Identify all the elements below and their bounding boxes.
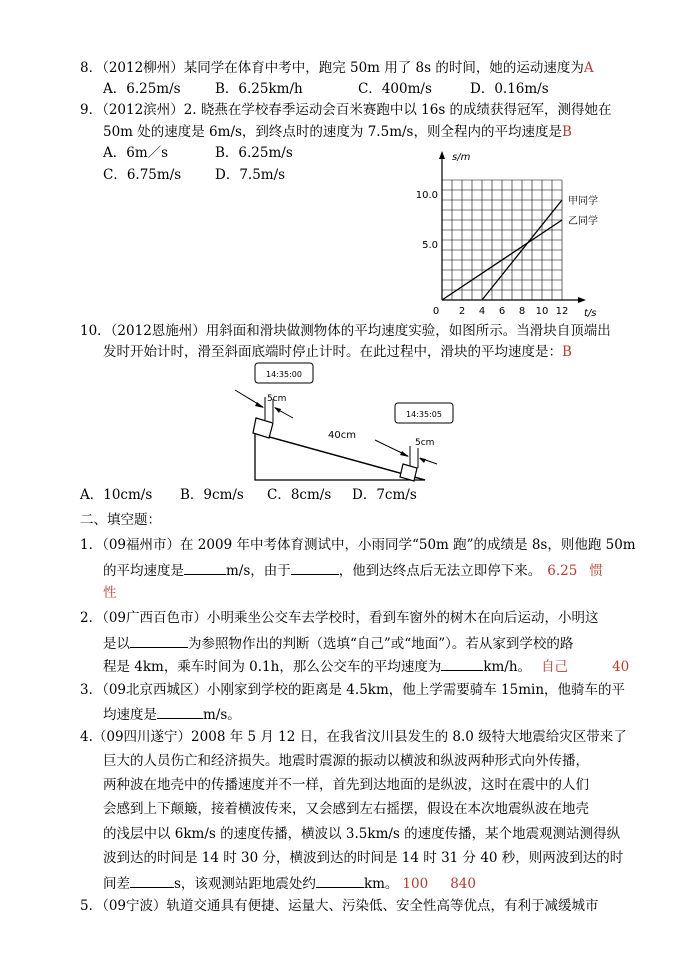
x-tick-label: 8 [518, 306, 526, 317]
q9-answer: B [561, 124, 572, 140]
f4-line-3: 两种波在地壳中的传播速度并不一样，首先到达地面的是纵波，这时在震中的人们 [103, 777, 589, 793]
f4-answer-1: 100 [402, 876, 429, 892]
x-tick-label: 4 [478, 306, 486, 317]
arrow-top-right-head [274, 407, 281, 413]
f2-answer-1: 自己 [541, 659, 569, 675]
x-tick-label: 10 [535, 306, 549, 317]
q10-option-c: C．8cm/s [267, 487, 332, 503]
label-top-block-5cm: 5cm [267, 394, 287, 404]
q9-option-b: B．6.25m/s [215, 145, 293, 161]
label-bottom-block-5cm: 5cm [415, 438, 435, 448]
f1-answer-2a: 惯 [589, 563, 603, 579]
q9-option-d: D．7.5m/s [215, 167, 286, 183]
q10-option-d: D．7cm/s [352, 487, 417, 503]
x-axis-label: t/s [584, 308, 597, 319]
f4-line-5: 的浅层中以 6km/s 的速度传播，横波以 3.5km/s 的速度传播，某个地震观测站测得纵 [103, 826, 621, 842]
f2-line-2: 是以 为参照物作出的判断（选填“自己”或“地面”）。若从家到学校的路 [103, 633, 573, 653]
label-slope-40cm: 40cm [328, 430, 356, 441]
x-ticks [433, 306, 569, 317]
distance-time-graph [410, 150, 620, 322]
x-axis-arrow [578, 297, 586, 303]
y-tick-5: 5.0 [422, 240, 438, 251]
f2-line-1: 2．（09广西百色市）小明乘坐公交车去学校时，看到车窗外的树木在向后运动，小明这 [80, 610, 599, 626]
f3-line-2: 均速度是 m/s。 [103, 704, 241, 724]
f4-blank-time-diff[interactable] [130, 873, 174, 888]
y-tick-10: 10.0 [415, 190, 438, 201]
q10-option-a: A．10cm/s [80, 487, 153, 503]
q9-stem-2: 50m 处的速度是 6m/s，到终点时的速度为 7.5m/s，则全程内的平均速度是B [103, 124, 572, 140]
f1-answer-2b: 性 [103, 585, 117, 601]
f4-blank-distance[interactable] [316, 873, 364, 888]
f1-answer-1: 6.25 [547, 563, 578, 579]
f1-blank-speed[interactable] [184, 560, 226, 575]
x-tick-label: 2 [458, 306, 466, 317]
f2-blank-speed[interactable] [441, 656, 483, 671]
q8-option-a: A．6.25m/s [103, 81, 181, 97]
f1-blank-reason[interactable] [291, 560, 339, 575]
f4-line-2: 巨大的人员伤亡和经济损失。地震时震源的振动以横波和纵波两种形式向外传播， [103, 753, 589, 769]
f4-line-1: 4.（09四川遂宁）2008 年 5 月 12 日，在我省汶川县发生的 8.0 级特大地震给灾区带来了 [80, 729, 627, 745]
f1-line-1: 1．（09福州市）在 2009 年中考体育测试中，小雨同学“50m 跑”的成绩是 8s，则他跑 50m [80, 537, 636, 553]
q10-option-b: B．9cm/s [180, 487, 244, 503]
f5-line-1: 5．（09宁波）轨道交通具有便捷、运量大、污染低、安全性高等优点，有利于减缓城市 [80, 898, 599, 914]
f2-blank-reference[interactable] [130, 633, 188, 648]
y-axis-arrow [439, 151, 445, 159]
series-label-1: 甲同学 [568, 196, 598, 207]
f4-answer-2: 840 [450, 876, 476, 892]
f1-line-2: 的平均速度是 m/s，由于 ，他到达终点后无法立即停下来。 6.25 惯 [103, 560, 603, 580]
q8-stem: 8．（2012柳州）某同学在体育中考中，跑完 50m 用了 8s 的时间，她的运动速度为A [80, 60, 594, 76]
q10-stem-2: 发时开始计时，滑至斜面底端时停止计时。在此过程中，滑块的平均速度是：B [103, 344, 572, 360]
q9-option-c: C．6.75m/s [103, 167, 182, 183]
q9-option-a: A．6m／s [103, 145, 169, 161]
clock-start-time: 14:35:00 [266, 370, 302, 379]
clock-end-time: 14:35:05 [406, 410, 442, 419]
q8-option-c: C．400m/s [358, 81, 432, 97]
incline-figure [225, 360, 480, 485]
q10-stem-1: 10．（2012恩施州）用斜面和滑块做测物体的平均速度实验，如图所示。当滑块自顶端出 [80, 323, 611, 339]
section-title-fill-blank: 二、填空题： [80, 512, 161, 528]
y-axis-label: s/m [452, 152, 471, 163]
f3-blank-speed[interactable] [157, 704, 203, 719]
q8-option-d: D．0.16m/s [470, 81, 549, 97]
x-tick-label: 6 [498, 306, 506, 317]
f3-line-1: 3．（09北京西城区）小刚家到学校的距离是 4.5km，他上学需要骑车 15min，他骑车的平 [80, 682, 626, 698]
f2-answer-2: 40 [612, 659, 630, 675]
f4-line-4: 会感到上下颠簸，接着横波传来，又会感到左右摇摆，假设在本次地震纵波在地壳 [103, 801, 589, 817]
x-tick-label: 12 [555, 306, 569, 317]
arrow-bottom-right-head [419, 458, 426, 463]
series-label-2: 乙同学 [568, 216, 598, 227]
x-tick-label: 0 [432, 306, 440, 317]
graph-grid [442, 180, 562, 300]
q8-option-b: B．6.25km/h [215, 81, 303, 97]
q8-answer: A [583, 60, 594, 76]
slider-block-top [253, 418, 273, 438]
arrow-bottom-head [400, 451, 409, 457]
f2-line-3: 程是 4km，乘车时间为 0.1h，那么公交车的平均速度为 km/h。 自己 40 [103, 656, 629, 676]
f4-line-7: 间差 s，该观测站距地震处约 km。 100 840 [103, 873, 476, 893]
f4-line-6: 波到达的时间是 14 时 30 分，横波到达的时间是 14 时 31 分 40 秒，则两波到达的时 [103, 850, 624, 866]
slider-block-bottom [400, 464, 417, 481]
q9-stem-1: 9．（2012滨州）2. 晓燕在学校春季运动会百米赛跑中以 16s 的成绩获得冠军，测得她在 [80, 102, 612, 118]
q10-answer: B [562, 344, 572, 360]
